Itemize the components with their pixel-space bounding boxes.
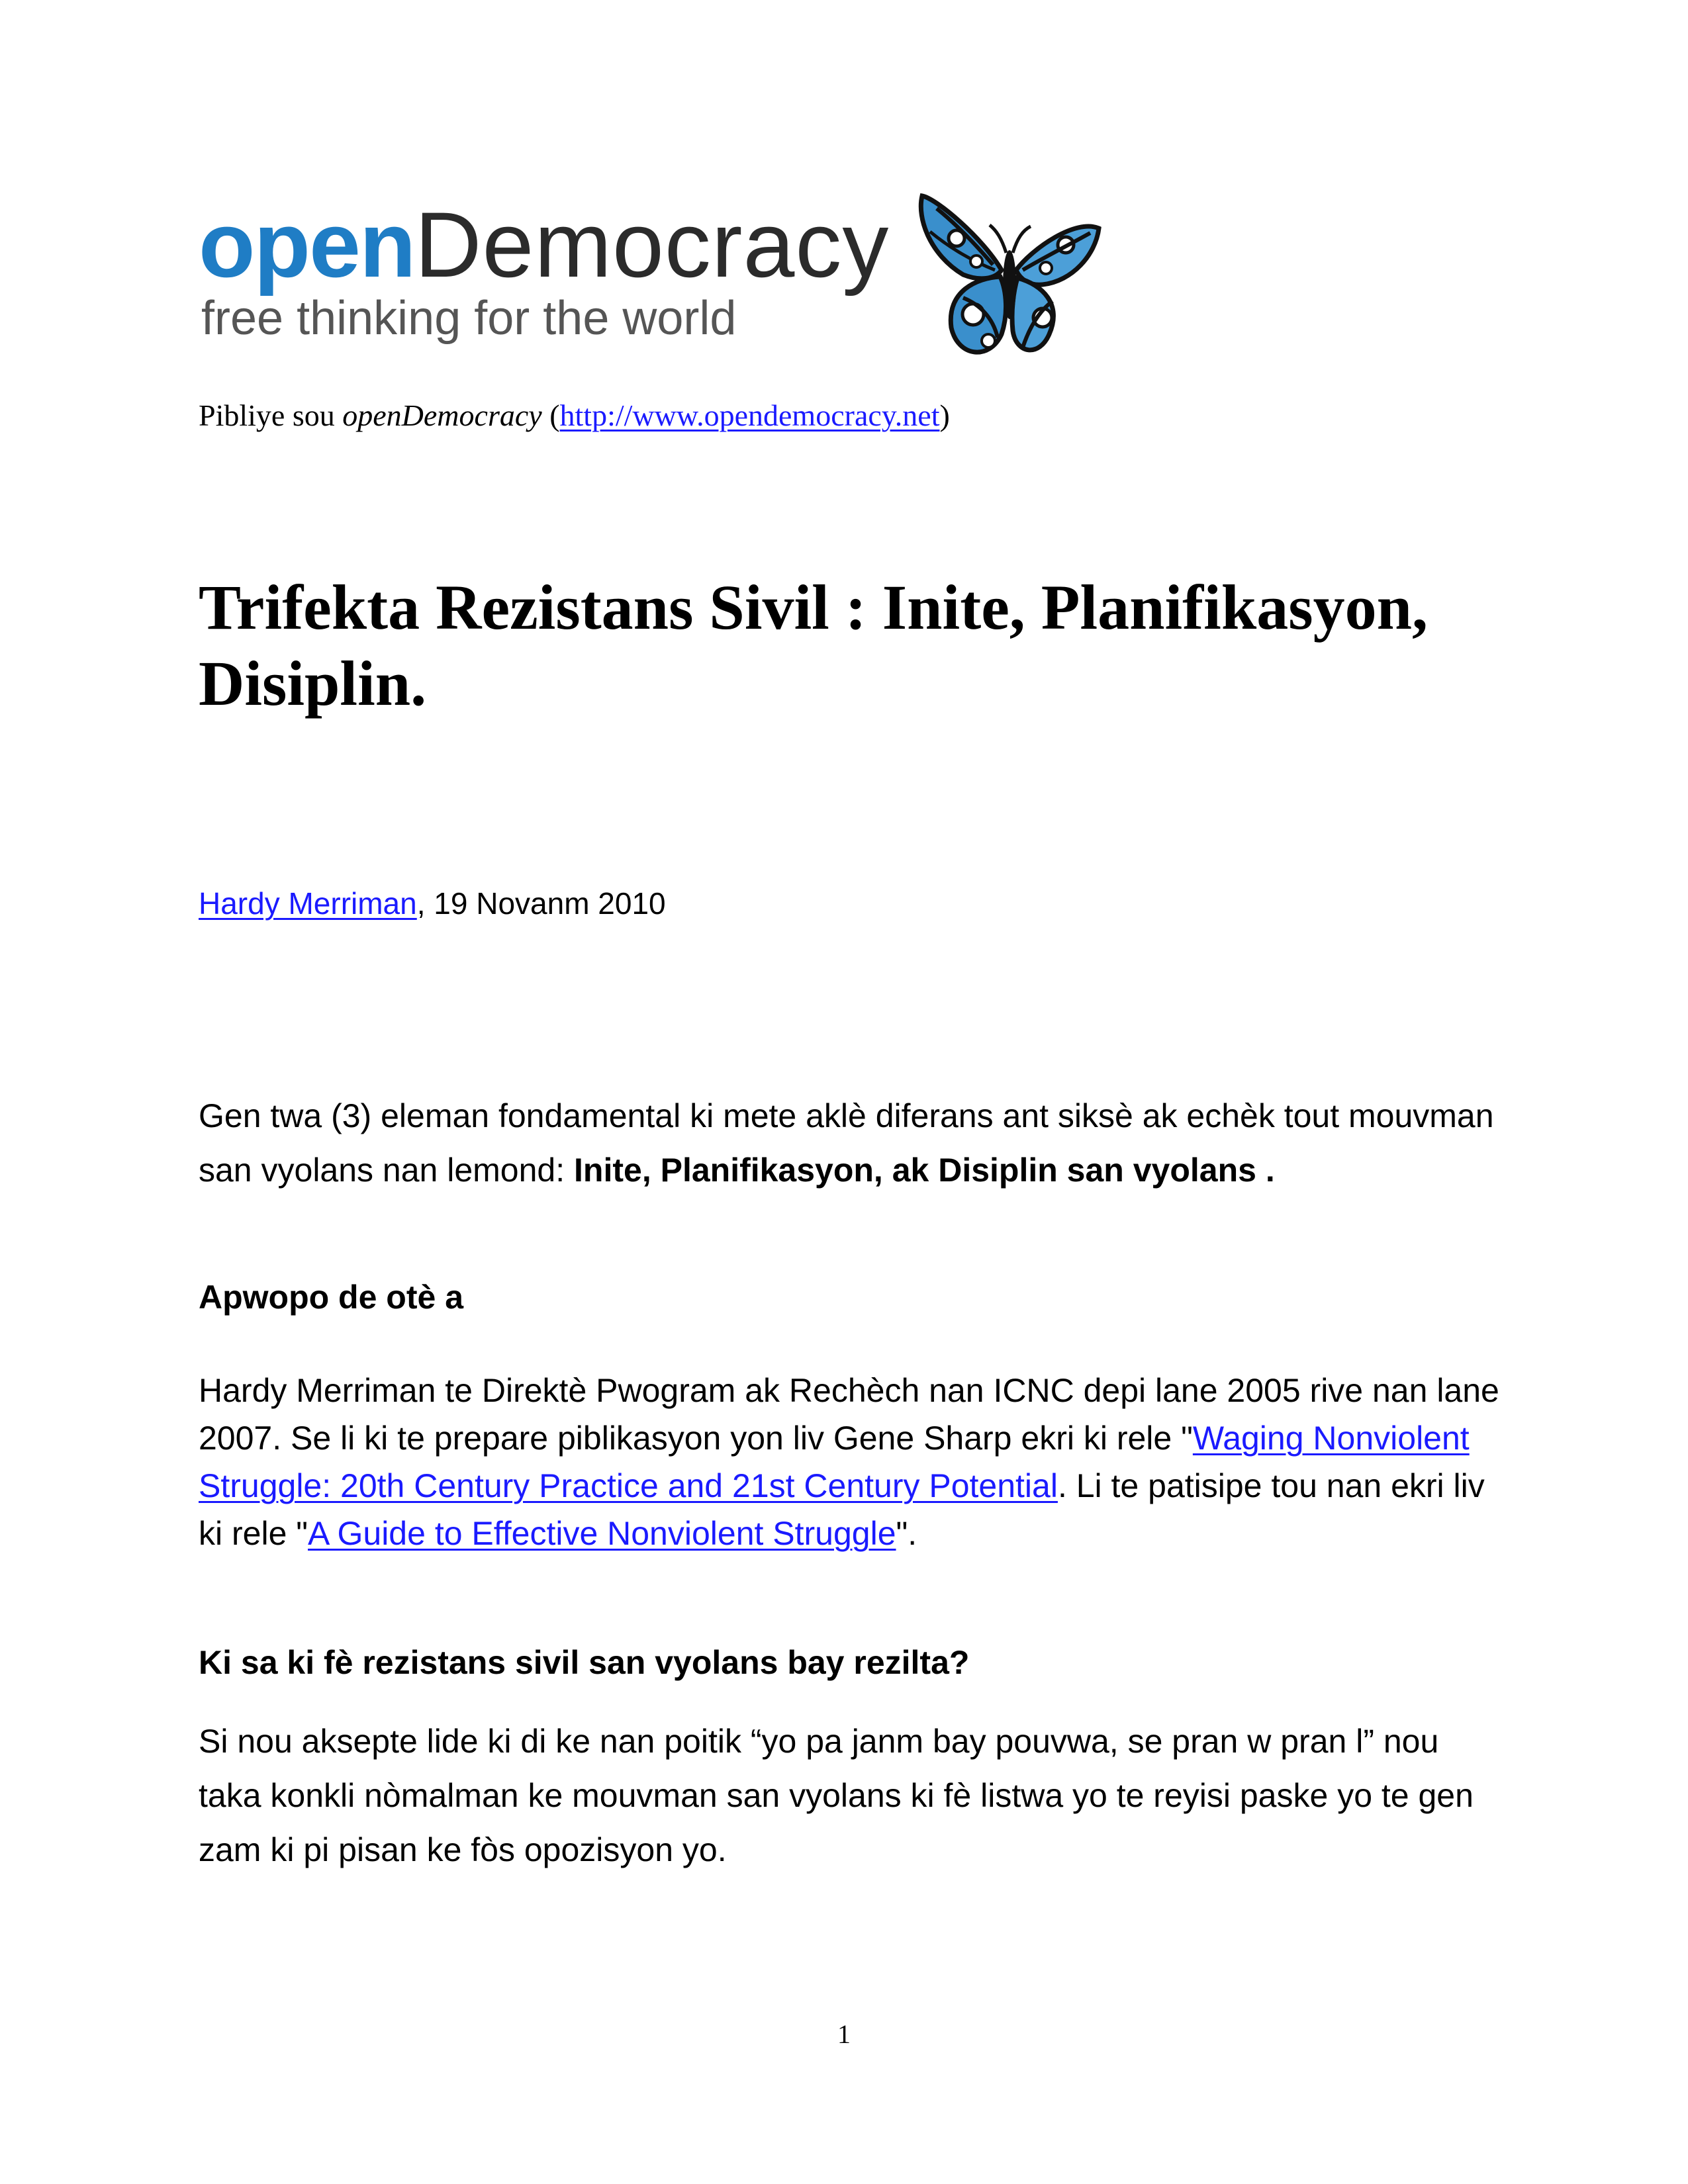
publication-url-link[interactable]: http://www.opendemocracy.net bbox=[559, 398, 940, 432]
page-number: 1 bbox=[837, 2019, 851, 2049]
about-text-2: . Li te patisipe tou nan ekri liv ki rele " bbox=[199, 1467, 1485, 1552]
logo-word-open: open bbox=[199, 193, 415, 296]
about-author-paragraph bbox=[199, 1367, 1509, 1557]
close-paren: ) bbox=[939, 398, 950, 432]
about-author-heading: Apwopo de otè a bbox=[199, 1279, 463, 1316]
about-text-1: Hardy Merriman te Direktè Pwogram ak Rechèch nan ICNC depi lane 2005 rive nan lane 2007. Se li ki te prepare piblikasyon yon liv Gene Sharp ekri ki rele " bbox=[199, 1372, 1499, 1457]
about-text-3: ". bbox=[896, 1515, 917, 1552]
logo-wordmark bbox=[199, 193, 890, 296]
author-link[interactable]: Hardy Merriman bbox=[199, 886, 417, 921]
publication-name: openDemocracy bbox=[342, 398, 542, 432]
intro-paragraph bbox=[199, 1089, 1509, 1197]
guide-nonviolent-struggle-link[interactable]: A Guide to Effective Nonviolent Struggle bbox=[308, 1515, 896, 1552]
waging-nonviolent-struggle-link[interactable]: Waging Nonviolent Struggle: 20th Century Practice and 21st Century Potential bbox=[199, 1420, 1470, 1504]
byline bbox=[199, 886, 666, 922]
logo-word-democracy: Democracy bbox=[414, 193, 890, 296]
intro-text: Gen twa (3) eleman fondamental ki mete aklè diferans ant siksè ak echèk tout mouvman san vyolans nan lemond: bbox=[199, 1097, 1494, 1189]
logo-tagline: free thinking for the world bbox=[201, 292, 737, 345]
published-prefix: Pibliye sou bbox=[199, 398, 343, 432]
publish-date: , 19 Novanm 2010 bbox=[416, 886, 666, 921]
article-title: Trifekta Rezistans Sivil : Inite, Planifikasyon, Disiplin. bbox=[199, 572, 1428, 719]
intro-bold: Inite, Planifikasyon, ak Disiplin san vyolans . bbox=[574, 1152, 1275, 1189]
section-paragraph: Si nou aksepte lide ki di ke nan poitik “yo pa janm bay pouvwa, se pran w pran l” nou taka konkli nòmalman ke mouvman san vyolans ki fè listwa yo te reyisi paske yo te gen zam ki pi pisan ke fòs opozisyon yo. bbox=[199, 1723, 1474, 1868]
open-paren: ( bbox=[541, 398, 560, 432]
butterfly-icon bbox=[917, 192, 1102, 371]
published-line bbox=[199, 397, 950, 433]
section-heading: Ki sa ki fè rezistans sivil san vyolans bay rezilta? bbox=[199, 1644, 970, 1681]
